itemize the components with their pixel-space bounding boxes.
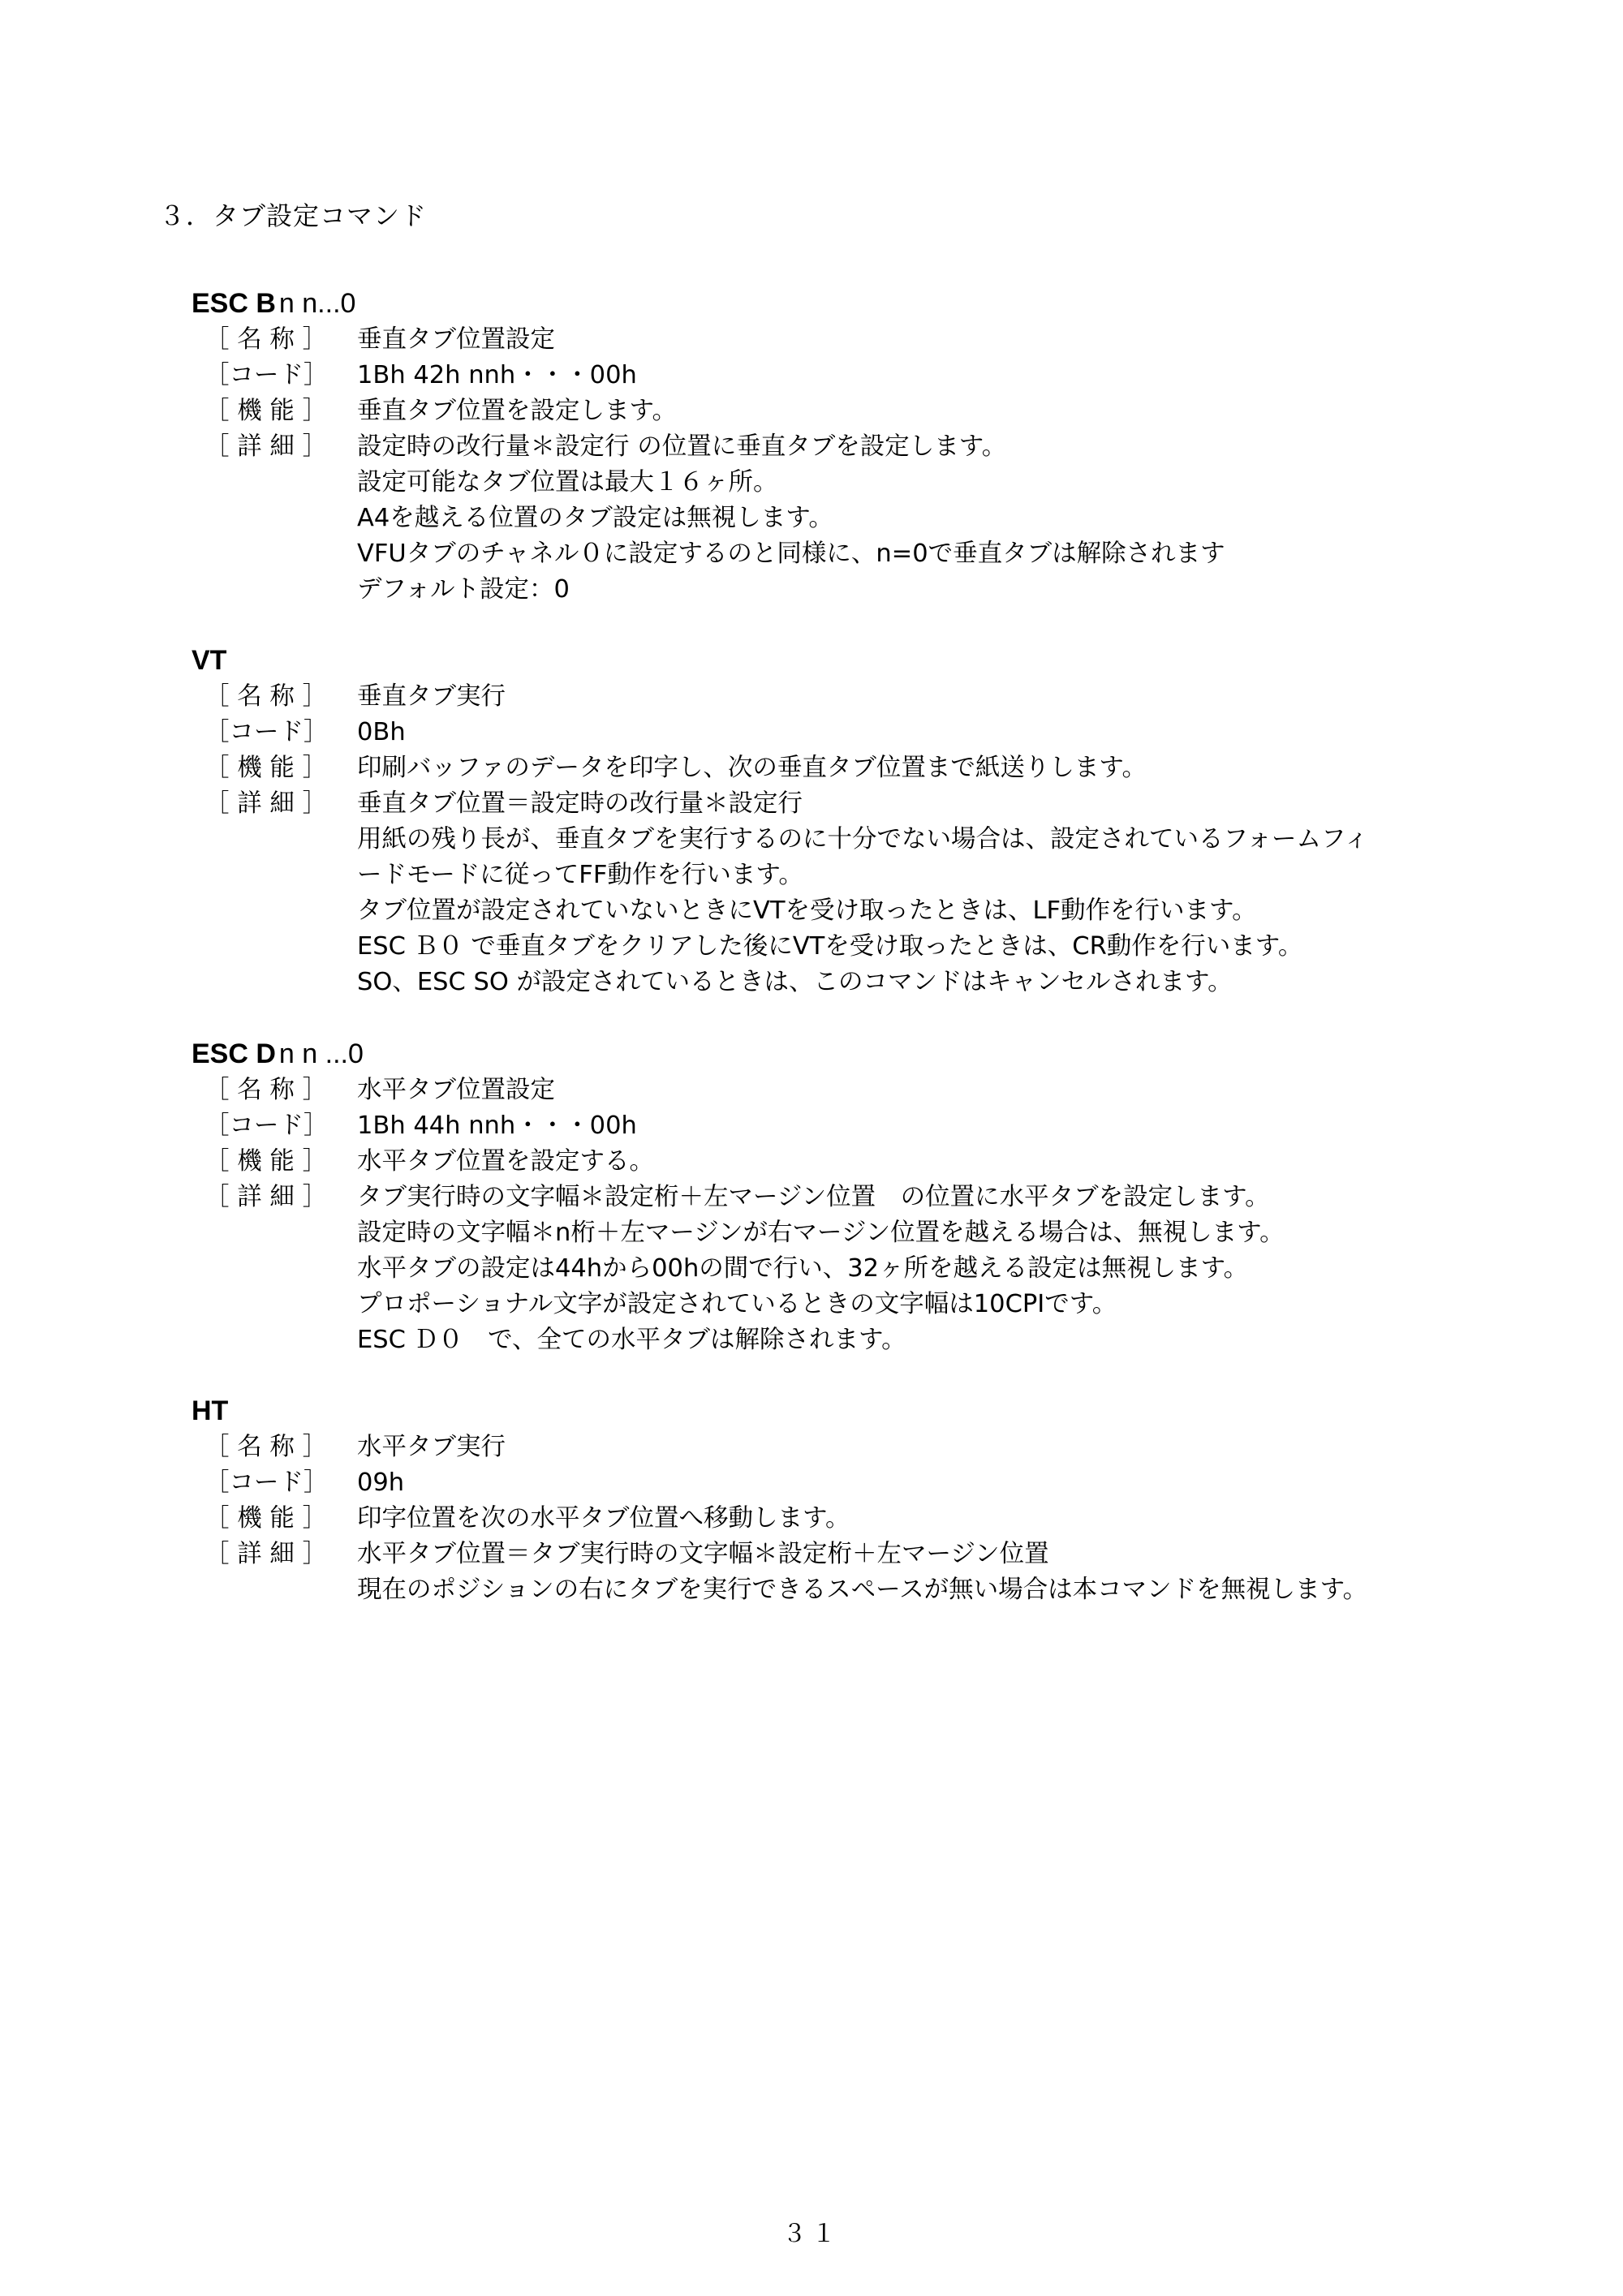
detail-line: 水平タブ位置＝タブ実行時の文字幅＊設定桁＋左マージン位置	[357, 1540, 1049, 1568]
detail-line: 垂直タブ位置＝設定時の改行量＊設定行	[357, 789, 803, 818]
detail-line: プロポーショナル文字が設定されているときの文字幅は10CPIです。	[357, 1290, 1117, 1318]
command-code: VT	[192, 645, 227, 676]
detail-line: 設定時の文字幅＊n桁＋左マージンが右マージン位置を越える場合は、無視します。	[357, 1219, 1285, 1247]
detail-line: ードモードに従ってFF動作を行います。	[357, 861, 803, 889]
detail-label: ［ 詳 細 ］	[204, 789, 328, 818]
name-label: ［ 名 称 ］	[204, 325, 328, 354]
function-value: 印字位置を次の水平タブ位置へ移動します。	[357, 1504, 850, 1533]
command-args: n n ...0	[278, 1038, 364, 1069]
detail-line: デフォルト設定：0	[357, 575, 570, 604]
detail-line: VFUタブのチャネル０に設定するのと同様に、n=0で垂直タブは解除されます	[357, 540, 1225, 568]
name-label: ［ 名 称 ］	[204, 1076, 328, 1104]
code-label: ［コード］	[204, 361, 329, 389]
detail-line: ESC Ｄ０ で、全ての水平タブは解除されます。	[357, 1326, 906, 1354]
code-value: 1Bh 44h nnh・・・00h	[357, 1111, 637, 1140]
detail-line: 用紙の残り長が、垂直タブを実行するのに十分でない場合は、設定されているフォームフィ	[357, 825, 1369, 853]
detail-label: ［ 詳 細 ］	[204, 1183, 328, 1211]
function-label: ［ 機 能 ］	[204, 754, 328, 782]
detail-line: 現在のポジションの右にタブを実行できるスペースが無い場合は本コマンドを無視します。	[357, 1576, 1368, 1604]
function-label: ［ 機 能 ］	[204, 397, 328, 425]
detail-line: SO、ESC SO が設定されているときは、このコマンドはキャンセルされます。	[357, 968, 1233, 996]
detail-line: タブ位置が設定されていないときにVTを受け取ったときは、LF動作を行います。	[357, 896, 1257, 925]
command-args: n n...0	[278, 288, 356, 319]
name-label: ［ 名 称 ］	[204, 682, 328, 711]
function-value: 垂直タブ位置を設定します。	[357, 397, 678, 425]
code-value: 1Bh 42h nnh・・・00h	[357, 361, 637, 389]
command-code: ESC B	[192, 288, 276, 319]
code-label: ［コード］	[204, 718, 329, 746]
command-title	[192, 645, 230, 677]
command-title	[192, 288, 355, 320]
name-value: 水平タブ実行	[357, 1433, 506, 1461]
name-label: ［ 名 称 ］	[204, 1433, 328, 1461]
detail-line: ESC Ｂ０ で垂直タブをクリアした後にVTを受け取ったときは、CR動作を行います。	[357, 932, 1303, 961]
detail-line: 水平タブの設定は44hから00hの間で行い、32ヶ所を越える設定は無視します。	[357, 1254, 1249, 1283]
code-label: ［コード］	[204, 1468, 329, 1497]
page-number: ３１	[782, 2220, 841, 2248]
detail-line: 設定可能なタブ位置は最大１６ヶ所。	[357, 468, 778, 497]
function-label: ［ 機 能 ］	[204, 1147, 328, 1176]
command-code: ESC D	[192, 1038, 276, 1069]
command-title	[192, 1038, 364, 1070]
code-value: 09h	[357, 1468, 405, 1497]
function-value: 印刷バッファのデータを印字し、次の垂直タブ位置まで紙送りします。	[357, 754, 1147, 782]
detail-label: ［ 詳 細 ］	[204, 1540, 328, 1568]
command-title	[192, 1395, 231, 1427]
name-value: 垂直タブ実行	[357, 682, 506, 711]
code-value: 0Bh	[357, 718, 406, 746]
name-value: 水平タブ位置設定	[357, 1076, 555, 1104]
name-value: 垂直タブ位置設定	[357, 325, 555, 354]
detail-line: タブ実行時の文字幅＊設定桁＋左マージン位置 の位置に水平タブを設定します。	[357, 1183, 1270, 1211]
page-heading: ３．タブ設定コマンド	[159, 200, 428, 231]
detail-line: 設定時の改行量＊設定行 の位置に垂直タブを設定します。	[357, 432, 1007, 461]
detail-label: ［ 詳 細 ］	[204, 432, 328, 461]
code-label: ［コード］	[204, 1111, 329, 1140]
command-code: HT	[192, 1395, 229, 1426]
function-label: ［ 機 能 ］	[204, 1504, 328, 1533]
detail-line: A4を越える位置のタブ設定は無視します。	[357, 504, 833, 532]
function-value: 水平タブ位置を設定する。	[357, 1147, 654, 1176]
